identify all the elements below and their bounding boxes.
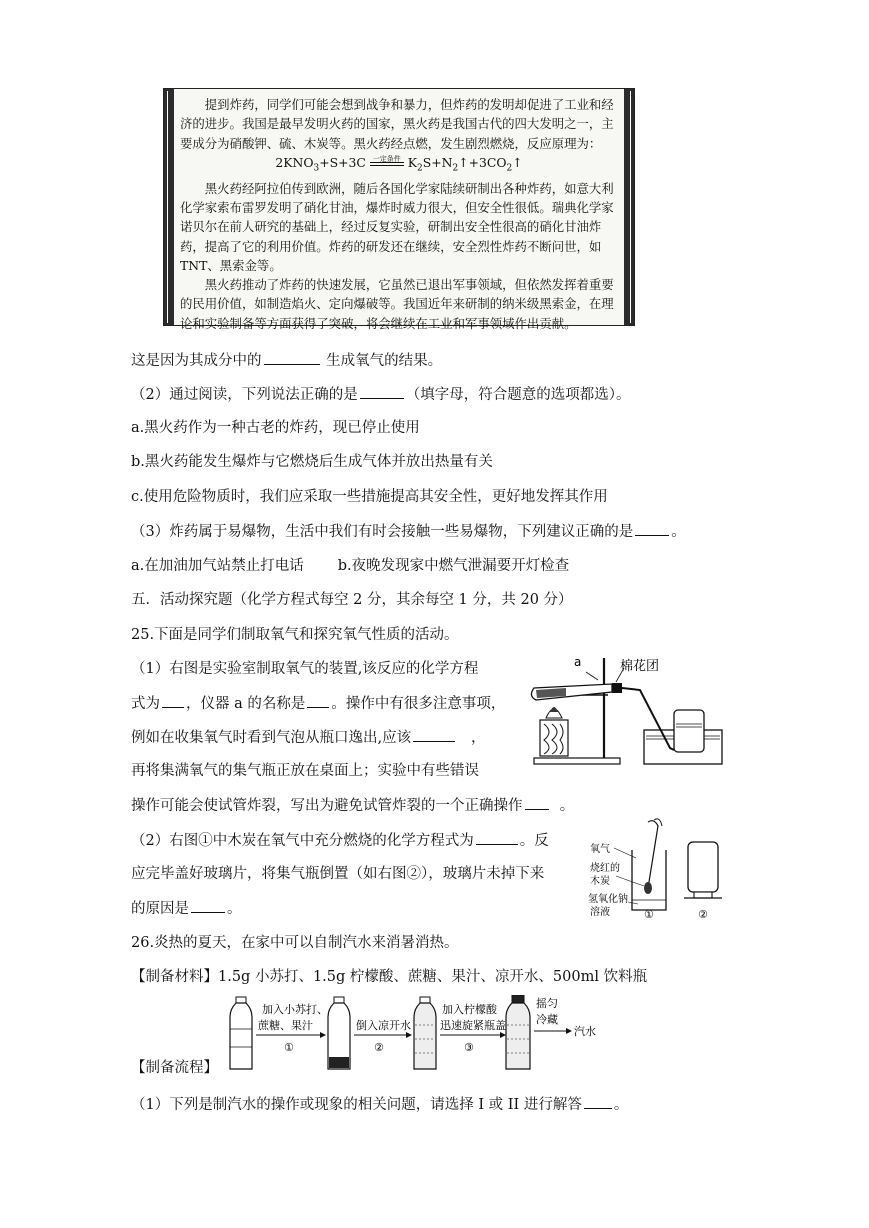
jar-2-number: ② xyxy=(698,908,708,918)
bottle-with-ingredients xyxy=(328,997,350,1069)
step4-label-b: 冷藏 xyxy=(536,1013,558,1026)
answer-blank[interactable] xyxy=(635,521,669,536)
answer-blank[interactable] xyxy=(360,384,404,399)
label-oxygen: 氧气 xyxy=(590,844,610,855)
step2-label: 倒入凉开水 xyxy=(356,1019,411,1032)
question-line: 例如在收集氧气时看到气泡从瓶口逸出,应该 ， xyxy=(131,727,485,748)
passage-paragraph-3: 黑火药推动了炸药的快速发展，它虽然已退出军事领域，但依然发挥着重要的民用价值，如制造焰火、定向爆破等。我国近年来研制的纳米级黑索金，在理论和实验制备等方面获得了突破，将会继续在工业和军事领域作出贡献。 xyxy=(180,277,614,331)
bottle-empty xyxy=(230,997,252,1069)
condition-arrow: 一定条件 xyxy=(370,158,404,168)
label-a: a xyxy=(574,655,582,669)
question-25: 25.下面是同学们制取氧气和探究氧气性质的活动。 xyxy=(131,627,459,643)
label-naoh-2: 溶液 xyxy=(590,907,610,918)
result-label: 汽水 xyxy=(574,1025,596,1038)
step3-label-b: 迅速旋紧瓶盖 xyxy=(440,1019,506,1032)
reading-passage xyxy=(163,88,635,331)
answer-blank[interactable] xyxy=(413,727,455,742)
step1-label-b: 蔗糖、果汁 xyxy=(258,1019,313,1032)
question-line: 应完毕盖好玻璃片，将集气瓶倒置（如右图②），玻璃片未掉下来 xyxy=(131,866,545,882)
question-26: 26.炎热的夏天，在家中可以自制汽水来消暑消热。 xyxy=(131,935,459,951)
question-line: 再将集满氧气的集气瓶正放在桌面上；实验中有些错误 xyxy=(131,763,479,779)
passage-paragraph-1: 提到炸药，同学们可能会想到战争和暴力，但炸药的发明却促进了工业和经济的进步。我国是最早发明火药的国家，黑火药是我国古代的四大发明之一，主要成分为硝酸钾、硫、木炭等。黑火药经点燃，发生剧烈燃烧，反应原理为： xyxy=(180,97,614,151)
passage-paragraph-2: 黑火药经阿拉伯传到欧洲，随后各国化学家陆续研制出各种炸药，如意大利化学家索布雷罗发明了硝化甘油，爆炸时威力很大，但安全性很低。瑞典化学家诺贝尔在前人研究的基础上，经过反复实验，研制出安全性很高的硝化甘油炸药，提高了它的利用价值。炸药的研发还在继续，安全烈性炸药不断问世，如TNT、黑索金等。 xyxy=(180,180,614,273)
charcoal-combustion-figure xyxy=(588,818,728,918)
question-line: 这是因为其成分中的 生成氧气的结果。 xyxy=(131,350,442,371)
question-line: （3）炸药属于易爆物，生活中我们有时会接触一些易爆物，下列建议正确的是 。 xyxy=(131,521,686,542)
label-charcoal-1: 烧红的 xyxy=(590,863,620,874)
step1-label-a: 加入小苏打、 xyxy=(262,1003,328,1016)
question-line: 操作可能会使试管炸裂，写出为避免试管炸裂的一个正确操作 。 xyxy=(131,795,574,816)
question-line: 式为 ，仪器 a 的名称是 。操作中有很多注意事项， xyxy=(131,693,505,714)
step4-label-a: 摇匀 xyxy=(536,997,558,1010)
step1-number: ① xyxy=(284,1041,294,1054)
soda-flow-diagram xyxy=(228,995,610,1073)
passage-border-left xyxy=(164,89,174,325)
jar-1-number: ① xyxy=(644,908,654,918)
materials-line: 【制备材料】1.5g 小苏打、1.5g 柠檬酸、蔗糖、果汁、凉开水、500ml 饮料瓶 xyxy=(131,969,648,985)
oxygen-apparatus-figure xyxy=(516,650,728,774)
answer-blank[interactable] xyxy=(191,898,225,913)
answer-blank[interactable] xyxy=(162,693,184,708)
step2-number: ② xyxy=(374,1041,384,1054)
label-cotton: 棉花团 xyxy=(620,659,660,674)
passage-border-right xyxy=(624,89,634,325)
section-heading: 五．活动探究题（化学方程式每空 2 分，其余每空 1 分，共 20 分） xyxy=(131,592,573,608)
question-line: （2）通过阅读，下列说法正确的是 （填字母，符合题意的选项都选）。 xyxy=(131,384,630,405)
step3-number: ③ xyxy=(464,1041,474,1054)
process-heading: 【制备流程】 xyxy=(131,1060,218,1076)
options-row: a.在加油加气站禁止打电话 b.夜晚发现家中燃气泄漏要开灯检查 xyxy=(131,558,570,574)
bottle-capped xyxy=(506,995,530,1069)
step3-label-a: 加入柠檬酸 xyxy=(442,1003,497,1016)
answer-blank[interactable] xyxy=(584,1094,612,1109)
answer-blank[interactable] xyxy=(307,693,329,708)
answer-blank[interactable] xyxy=(264,350,320,365)
label-naoh-1: 氢氧化钠 xyxy=(588,894,628,905)
answer-blank[interactable] xyxy=(476,830,518,845)
question-line: （1）右图是实验室制取氧气的装置,该反应的化学方程 xyxy=(131,661,479,677)
reaction-equation: $2KNO_3+S+3C$ 一定条件 $K_2S+N_2↑+3CO_2↑$ xyxy=(275,154,523,174)
question-line: 的原因是 。 xyxy=(131,898,242,919)
option-a: a.黑火药作为一种古老的炸药，现已停止使用 xyxy=(131,420,420,436)
label-charcoal-2: 木炭 xyxy=(590,876,610,887)
option-c: c.使用危险物质时，我们应采取一些措施提高其安全性，更好地发挥其作用 xyxy=(131,489,608,505)
question-line: （2）右图①中木炭在氧气中充分燃烧的化学方程式为 。反 xyxy=(131,830,549,851)
question-line: （1）下列是制汽水的操作或现象的相关问题，请选择 I 或 II 进行解答 。 xyxy=(131,1094,628,1115)
answer-blank[interactable] xyxy=(525,795,549,810)
bottle-filled xyxy=(414,997,436,1069)
option-b: b.黑火药能发生爆炸与它燃烧后生成气体并放出热量有关 xyxy=(131,454,493,470)
